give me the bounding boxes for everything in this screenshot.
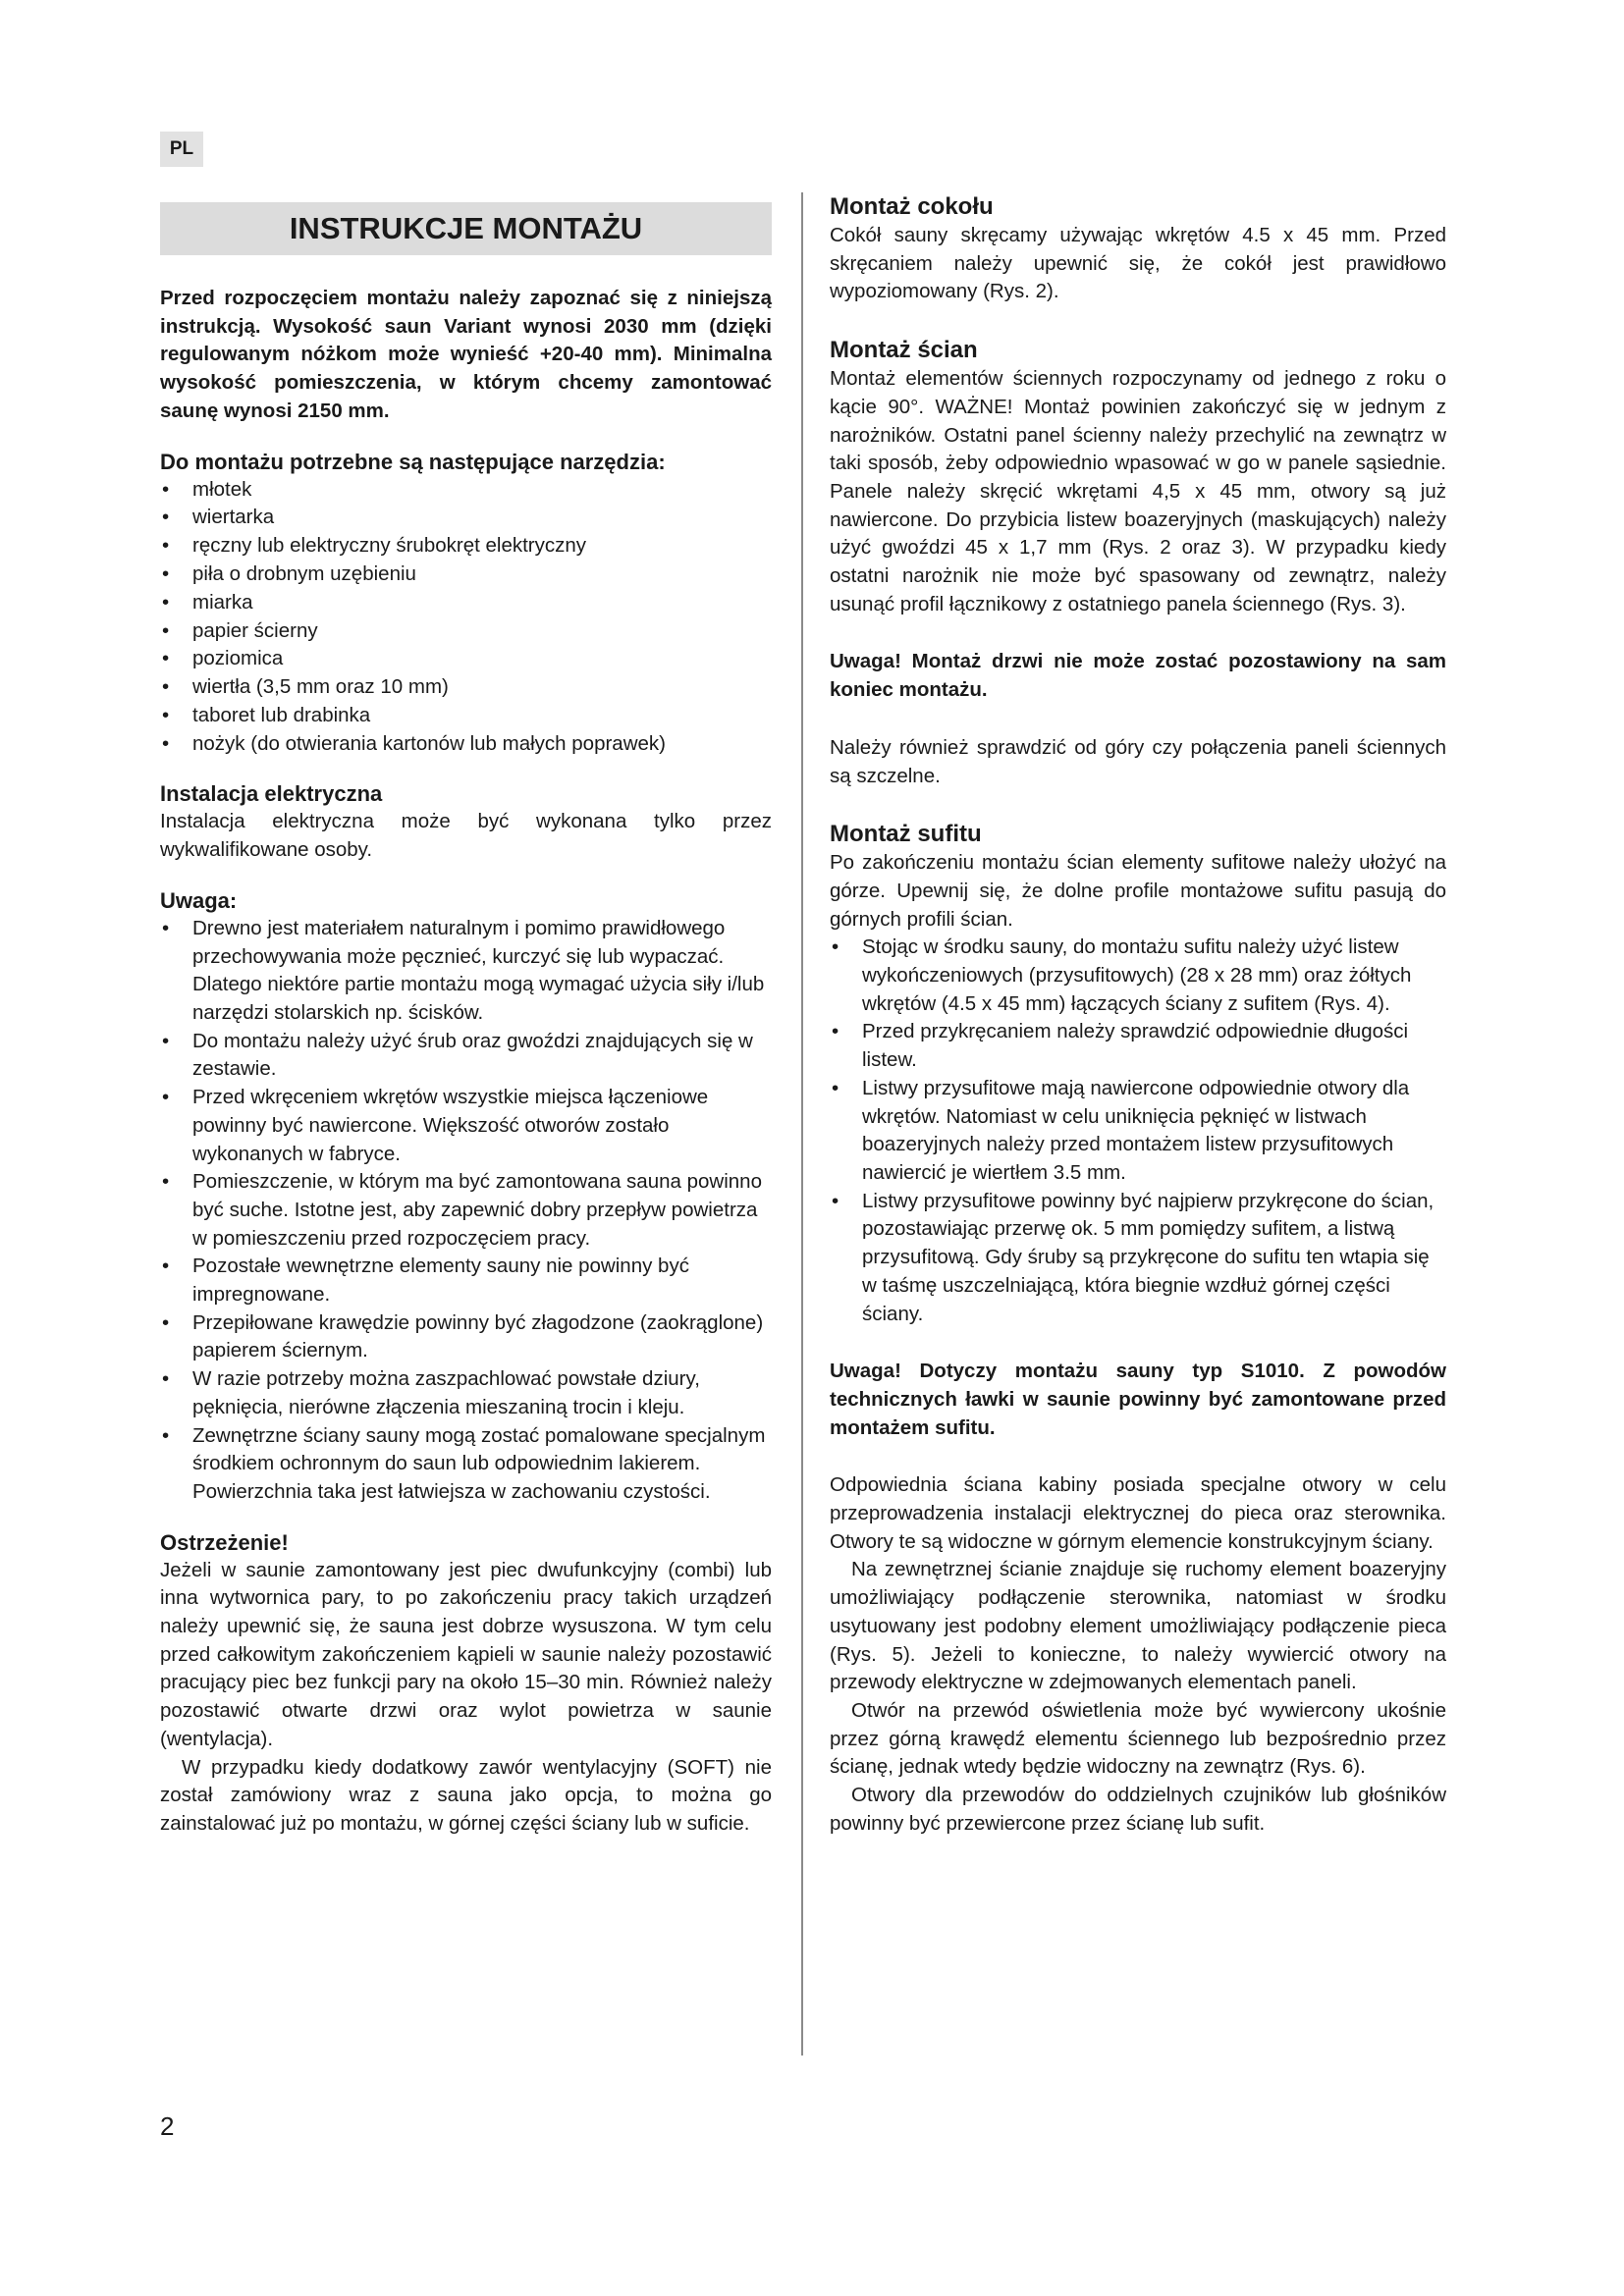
list-item: • nożyk (do otwierania kartonów lub małych poprawek) (160, 730, 772, 759)
holes-paragraph-1: Odpowiednia ściana kabiny posiada specjalne otwory w celu przeprowadzenia instalacji elektrycznej do pieca oraz sterownika. Otwory te są widoczne w górnym elemencie konstrukcyjnym ściany. (830, 1473, 1446, 1553)
list-item: • wiertarka (160, 504, 772, 532)
list-item: • Listwy przysufitowe powinny być najpierw przykręcone do ścian, pozostawiając przerwę ok. 5 mm pomiędzy sufitem, a listwą przysufitową. Gdy śruby są przykręcone do sufitu ten wtapia się w taśmę uszczelniającą, która biegnie wzdłuż górnej części ściany. (830, 1188, 1446, 1329)
list-item: • W razie potrzeby można zaszpachlować powstałe dziury, pęknięcia, nierówne złączenia mieszaniną trocin i kleju. (160, 1365, 772, 1421)
list-item: • poziomica (160, 645, 772, 673)
list-item: • Przepiłowane krawędzie powinny być złagodzone (zaokrąglone) papierem ściernym. (160, 1309, 772, 1365)
tools-list (160, 476, 772, 759)
ceiling-list (830, 934, 1446, 1328)
list-item: • Przed wkręceniem wkrętów wszystkie miejsca łączeniowe powinny być nawiercone. Większość otworów zostało wykonanych w fabryce. (160, 1084, 772, 1168)
column-divider (801, 192, 803, 2056)
holes-paragraph-2: Na zewnętrznej ścianie znajduje się ruchomy element boazeryjny umożliwiający podłączenie sterownika, natomiast w środku usytuowany jest podobny element umożliwiający podłączenie pieca (Rys. 5). Jeżeli to konieczne, to należy wywiercić otwory na przewody elektryczne w zdejmowanych elementach paneli. (830, 1558, 1446, 1694)
list-item: • Przed przykręcaniem należy sprawdzić odpowiednie długości listew. (830, 1018, 1446, 1074)
s1010-note: Uwaga! Dotyczy montażu sauny typ S1010. Z powodów technicznych ławki w saunie powinny być zamontowane przed montażem sufitu. (830, 1360, 1446, 1439)
warning-heading: Ostrzeżenie! (160, 1529, 289, 1555)
list-item: • taboret lub drabinka (160, 702, 772, 730)
joints-text: Należy również sprawdzić od góry czy połączenia paneli ściennych są szczelne. (830, 735, 1446, 787)
tools-heading: Do montażu potrzebne są następujące narzędzia: (160, 449, 666, 474)
notes-heading: Uwaga: (160, 887, 238, 913)
list-item: • Pomieszczenie, w którym ma być zamontowana sauna powinno być suche. Istotne jest, aby zapewnić dobry przepływ powietrza w pomieszczeniu przed rozpoczęciem pracy. (160, 1168, 772, 1253)
plinth-text: Cokół sauny skręcamy używając wkrętów 4.5 x 45 mm. Przed skręcaniem należy upewnić się, że cokół jest prawidłowo wypoziomowany (Rys. 2). (830, 224, 1446, 303)
list-item: • Listwy przysufitowe mają nawiercone odpowiednie otwory dla wkrętów. Natomiast w celu uniknięcia pęknięć w listwach boazeryjnych należy przed montażem listew przysufitowych nawiercić je wiertłem 3.5 mm. (830, 1075, 1446, 1188)
list-item: • Pozostałe wewnętrzne elementy sauny nie powinny być impregnowane. (160, 1253, 772, 1308)
walls-heading: Montaż ścian (830, 337, 978, 364)
door-note: Uwaga! Montaż drzwi nie może zostać pozostawiony na sam koniec montażu. (830, 650, 1446, 702)
list-item: • Drewno jest materiałem naturalnym i pomimo prawidłowego przechowywania może pęcznieć, kurczyć się lub wypaczać. Dlatego niektóre partie montażu mogą wymagać użycia siły i/lub narzędzi stolarskich np. ścisków. (160, 915, 772, 1028)
page-title: INSTRUKCJE MONTAŻU (160, 202, 772, 255)
list-item: • Do montażu należy użyć śrub oraz gwoździ znajdujących się w zestawie. (160, 1028, 772, 1084)
list-item: • ręczny lub elektryczny śrubokręt elektryczny (160, 532, 772, 561)
right-column (830, 192, 1446, 1838)
list-item: • papier ścierny (160, 617, 772, 646)
warning-text-2: W przypadku kiedy dodatkowy zawór wentylacyjny (SOFT) nie został zamówiony wraz z sauna jako opcja, to można go zainstalować już po montażu, w górnej części ściany lub w suficie. (160, 1755, 772, 1835)
list-item: • Stojąc w środku sauny, do montażu sufitu należy użyć listew wykończeniowych (przysufitowych) (28 x 28 mm) oraz żółtych wkrętów (4.5 x 45 mm) łączących ściany z sufitem (Rys. 4). (830, 934, 1446, 1018)
left-column (160, 192, 772, 1839)
ceiling-heading: Montaż sufitu (830, 821, 982, 848)
language-tag: PL (160, 132, 203, 167)
list-item: • miarka (160, 589, 772, 617)
ceiling-text: Po zakończeniu montażu ścian elementy sufitowe należy ułożyć na górze. Upewnij się, że dolne profile montażowe sufitu pasują do górnych profili ścian. (830, 851, 1446, 931)
list-item: • wiertła (3,5 mm oraz 10 mm) (160, 673, 772, 702)
plinth-heading: Montaż cokołu (830, 193, 994, 220)
notes-list (160, 915, 772, 1507)
walls-text: Montaż elementów ściennych rozpoczynamy od jednego z roku o kącie 90°. WAŻNE! Montaż powinien zakończyć się w jednym z narożników. Ostatni panel ścienny należy przechylić na zewnątrz w taki sposób, żeby odpowiednio wpasować w go w panele sąsiednie. Panele należy skręcić wkrętami 4,5 x 45 mm, otwory są już nawiercone. Do przybicia listew boazeryjnych (maskujących) należy użyć gwoździ 45 x 1,7 mm (Rys. 2 oraz 3). W przypadku kiedy ostatni narożnik nie może być spasowany od zewnątrz, należy usunąć profil łącznikowy z ostatniego panela ściennego (Rys. 3). (830, 367, 1446, 615)
page-number: 2 (160, 2111, 175, 2141)
electrical-heading: Instalacja elektryczna (160, 781, 383, 807)
list-item: • Zewnętrzne ściany sauny mogą zostać pomalowane specjalnym środkiem ochronnym do saun lub odpowiednim lakierem. Powierzchnia taka jest łatwiejsza w zachowaniu czystości. (160, 1422, 772, 1507)
intro-text: Przed rozpoczęciem montażu należy zapoznać się z niniejszą instrukcją. Wysokość saun Variant wynosi 2030 mm (dzięki regulowanym nóżkom może wynieść +20-40 mm). Minimalna wysokość pomieszczenia, w którym chcemy zamontować saunę wynosi 2150 mm. (160, 287, 772, 422)
holes-paragraph-3: Otwór na przewód oświetlenia może być wywiercony ukośnie przez górną krawędź elementu ściennego lub bezpośrednio przez ścianę, jednak wtedy będzie widoczny na zewnątrz (Rys. 6). (830, 1698, 1446, 1779)
warning-text: Jeżeli w saunie zamontowany jest piec dwufunkcyjny (combi) lub inna wytwornica pary, to po zakończeniu pracy takich urządzeń należy upewnić się, że sauna jest dobrze wysuszona. W tym celu przed całkowitym zakończeniem kąpieli w saunie należy pozostawić pracujący piec bez funkcji pary na około 15–30 min. Również należy pozostawić otwarte drzwi oraz wylot powietrza w saunie (wentylacja). (160, 1558, 772, 1750)
list-item: • piła o drobnym uzębieniu (160, 561, 772, 589)
electrical-text: Instalacja elektryczna może być wykonana tylko przez wykwalifikowane osoby. (160, 810, 772, 862)
list-item: • młotek (160, 476, 772, 505)
holes-paragraph-4: Otwory dla przewodów do oddzielnych czujników lub głośników powinny być przewiercone przez ścianę lub sufit. (830, 1784, 1446, 1835)
